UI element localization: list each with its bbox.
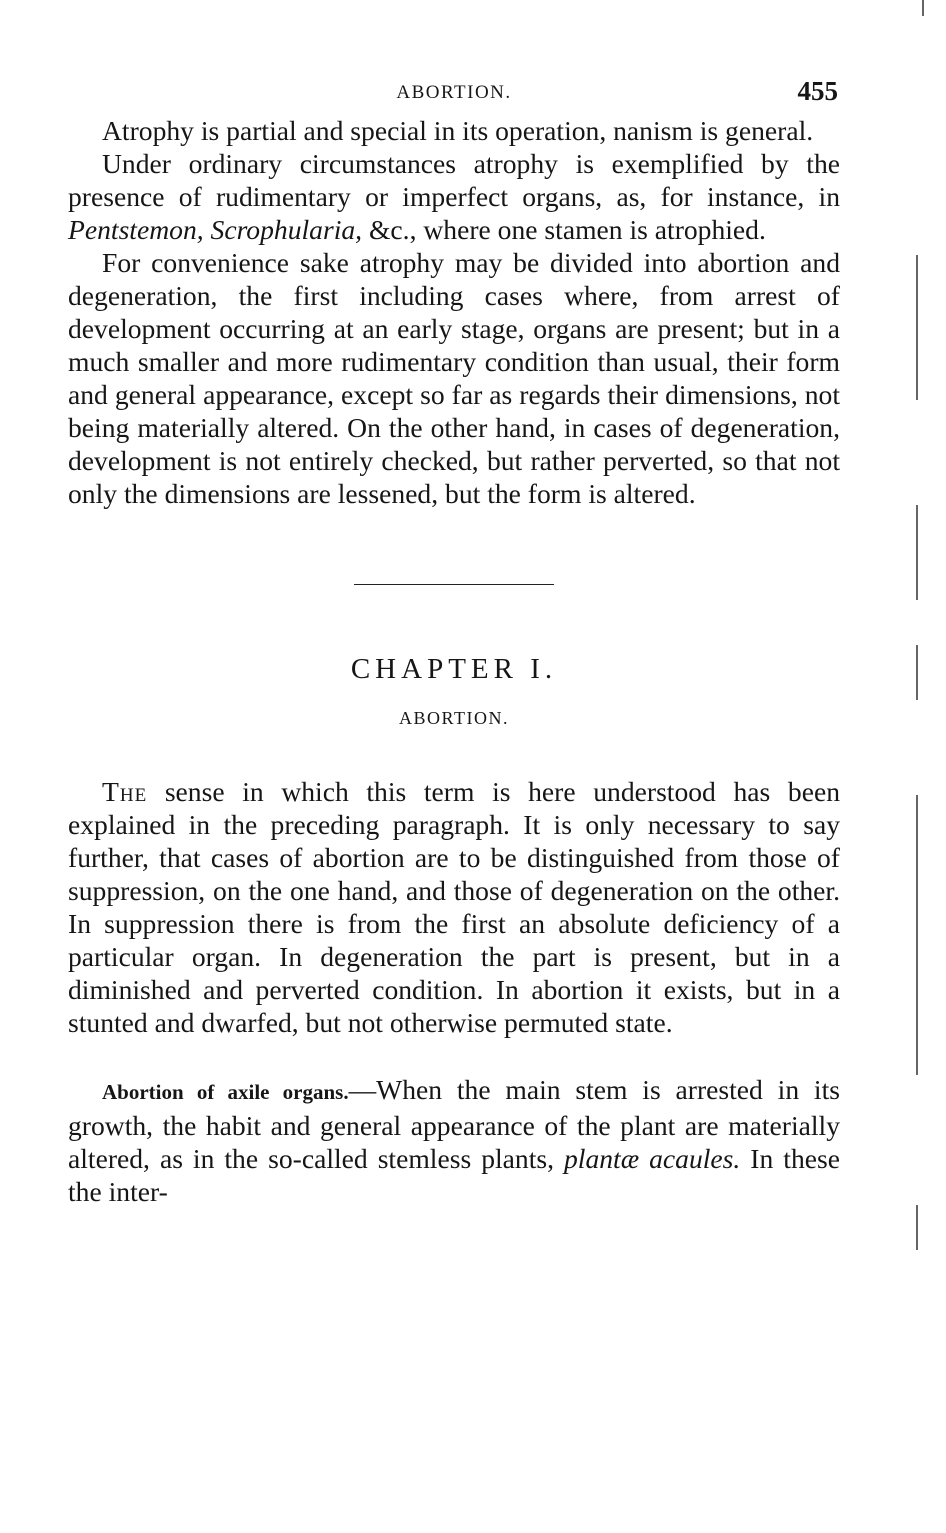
section-divider bbox=[354, 584, 554, 585]
book-page bbox=[68, 70, 840, 1208]
paragraph-atrophy-nanism: Atrophy is partial and special in its operation, nanism is general. bbox=[102, 115, 814, 146]
paragraph-text: —When the main stem is arrested in its growth, the habit and general appearance of the plant are materially altered, as in the so-called stemless plants, bbox=[68, 1074, 841, 1174]
paragraph-chapter-intro bbox=[68, 775, 840, 1039]
page-number: 455 bbox=[797, 76, 838, 106]
paragraph-text: Under ordinary circumstances atrophy is exemplified by the presence of rudimentary or imperfect organs, as, for instance, in bbox=[68, 148, 840, 212]
running-header bbox=[68, 70, 840, 114]
paragraph-abortion-degeneration: For convenience sake atrophy may be divided into abortion and degeneration, the first including cases where, from arrest of development occurring at an early stage, organs are present; but in a much smaller and more rudimentary condition than usual, their form and general appearance, except so far as regards their dimensions, not being materially altered. On the other hand, in cases of degeneration, development is not entirely checked, but rather perverted, so that not only the dimensions are lessened, but the form is altered. bbox=[68, 247, 840, 509]
paragraph-axile-organs bbox=[68, 1073, 840, 1208]
lead-word: The bbox=[102, 776, 148, 807]
paragraph-text: In these the inter- bbox=[68, 1143, 840, 1207]
paragraph-text: &c., where one stamen is atrophied. bbox=[362, 214, 766, 245]
genus-name: Scrophularia, bbox=[210, 214, 363, 245]
paragraph-rudimentary-organs bbox=[68, 147, 840, 246]
scan-edge-marks bbox=[915, 0, 929, 1533]
chapter-heading: CHAPTER I. bbox=[350, 653, 558, 685]
side-heading: Abortion of axile organs. bbox=[102, 1080, 349, 1104]
running-title: ABORTION. bbox=[396, 82, 512, 103]
chapter-subtitle: ABORTION. bbox=[399, 708, 509, 728]
paragraph-text: sense in which this term is here understood has been explained in the preceding paragraph. It is only necessary to say further, that cases of abortion are to be distinguished from those of suppression, on the one hand, and those of degeneration on the other. In suppression there is from the first an absolute deficiency of a particular organ. In degeneration the part is present, but in a diminished and perverted condition. In abortion it exists, but in a stunted and dwarfed, but not otherwise permuted state. bbox=[68, 776, 840, 1038]
latin-term: plantæ acaules. bbox=[564, 1143, 741, 1174]
genus-name: Pentstemon, bbox=[68, 214, 204, 245]
